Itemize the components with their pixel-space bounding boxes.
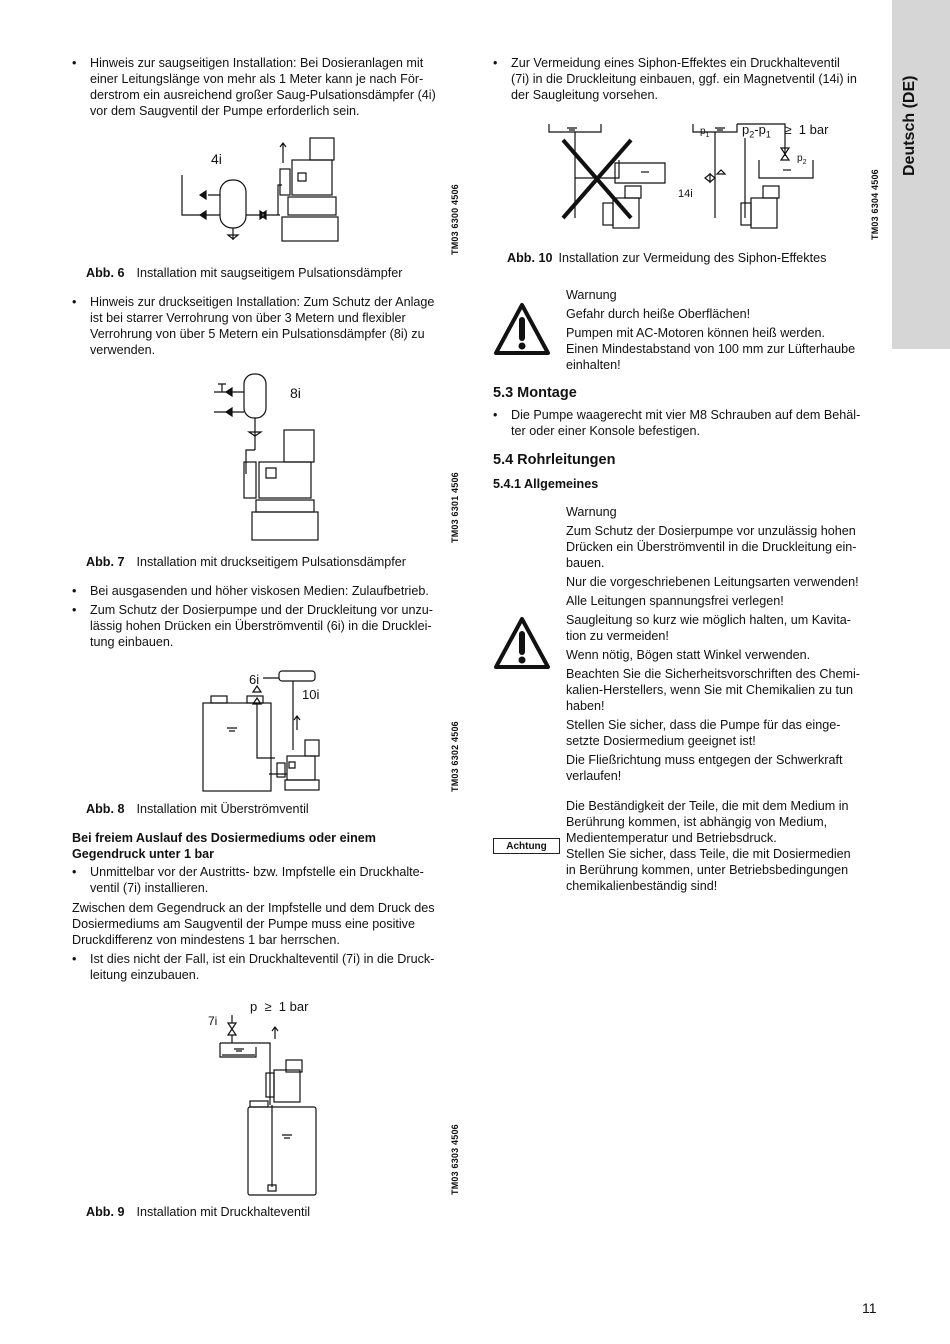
fig10-label-p1: $p_1$ [700,126,710,139]
paragraph-pressure-difference: Zwischen dem Gegendruck an der Impfstelle und dem Druck des Dosiermediums am Saugventil der Pumpe muss eine positive Druckdifferenz von mindestens 1 bar herrschen. [72,901,435,947]
fig10-caption: Abb. 10 Installation zur Vermeidung des Siphon-Effektes [507,251,827,265]
fig7-tm-code: TM03 6301 4506 [450,472,460,543]
fig6-caption: Abb. 6 Installation mit saugseitigem Pulsationsdämpfer [86,266,403,280]
fig6-label-4i: 4i [211,151,222,167]
subheading-free-outlet: Bei freiem Auslauf des Dosiermediums oder einem Gegendruck unter 1 bar [72,831,376,861]
achtung-text: Die Beständigkeit der Teile, die mit dem Medium in Berührung kommen, ist abhängig von Medium, Medientemperatur und Betriebsdruck. Stellen Sie sicher, dass Teile, die mit Dosiermedien in Berührung kommen, unter Betriebsbedingungen chemikalienbeständig sind! [566,799,851,893]
figure-9-diagram [210,1015,320,1200]
section-5-4-1-heading: 5.4.1 Allgemeines [493,477,599,491]
language-tab-label: Deutsch (DE) [901,75,918,176]
fig10-tm-code: TM03 6304 4506 [870,169,880,240]
warning-piping: Warnung Zum Schutz der Dosierpumpe vor unzulässig hohen Drücken ein Überströmventil in die Druckleitung ein- bauen. Nur die vorgeschriebenen Leitungsarten verwenden! Alle Leitungen spannungsfrei verlegen! Saugleitung so kurz wie möglich halten, um Kavita- tion zu vermeiden! Wenn nötig, Bögen statt Winkel verwenden. Beachten Sie die Sicherheitsvorschriften des Chemi- kalien-Herstellers, wenn Sie mit Chemikalien zu tun haben! Stellen Sie sicher, dass die Pumpe für das einge- setzte Dosiermedium geeignet ist! Die Fließrichtung muss entgegen der Schwerkraft verlaufen! [566,505,860,783]
fig8-label-6i: 6i [249,672,260,687]
fig8-label-10i: 10i [302,687,320,702]
achtung-label: Achtung [493,838,560,854]
fig9-caption: Abb. 9 Installation mit Druckhalteventil [86,1205,311,1219]
fig7-label-8i: 8i [290,385,301,401]
fig10-label-pressure-difference: $p_2-p_1 \ge 1$ bar [742,122,829,140]
fig8-tm-code: TM03 6302 4506 [450,721,460,792]
section-5-3-heading: 5.3 Montage [493,385,577,401]
fig9-tm-code: TM03 6303 4506 [450,1124,460,1195]
fig6-tm-code: TM03 6300 4506 [450,184,460,255]
fig7-caption: Abb. 7 Installation mit druckseitigem Pulsationsdämpfer [86,555,406,569]
warning-icon [493,302,551,356]
figure-7-diagram [204,372,344,542]
fig9-label-pressure: p ≥ 1 bar [250,999,309,1014]
language-tab [892,0,950,349]
fig9-label-7i: 7i [208,1014,218,1028]
warning-icon [493,616,551,670]
fig10-label-14i: 14i [678,188,693,200]
section-5-4-heading: 5.4 Rohrleitungen [493,452,616,468]
page-number: 11 [862,1300,877,1316]
fig10-label-p2: $p_2$ [797,153,807,166]
fig8-caption: Abb. 8 Installation mit Überströmventil [86,802,309,816]
warning-hot-surfaces: Warnung Gefahr durch heiße Oberflächen! Pumpen mit AC-Motoren können heiß werden. Einen Mindestabstand von 100 mm zur Lüfterhaube einhalten! [566,288,856,372]
